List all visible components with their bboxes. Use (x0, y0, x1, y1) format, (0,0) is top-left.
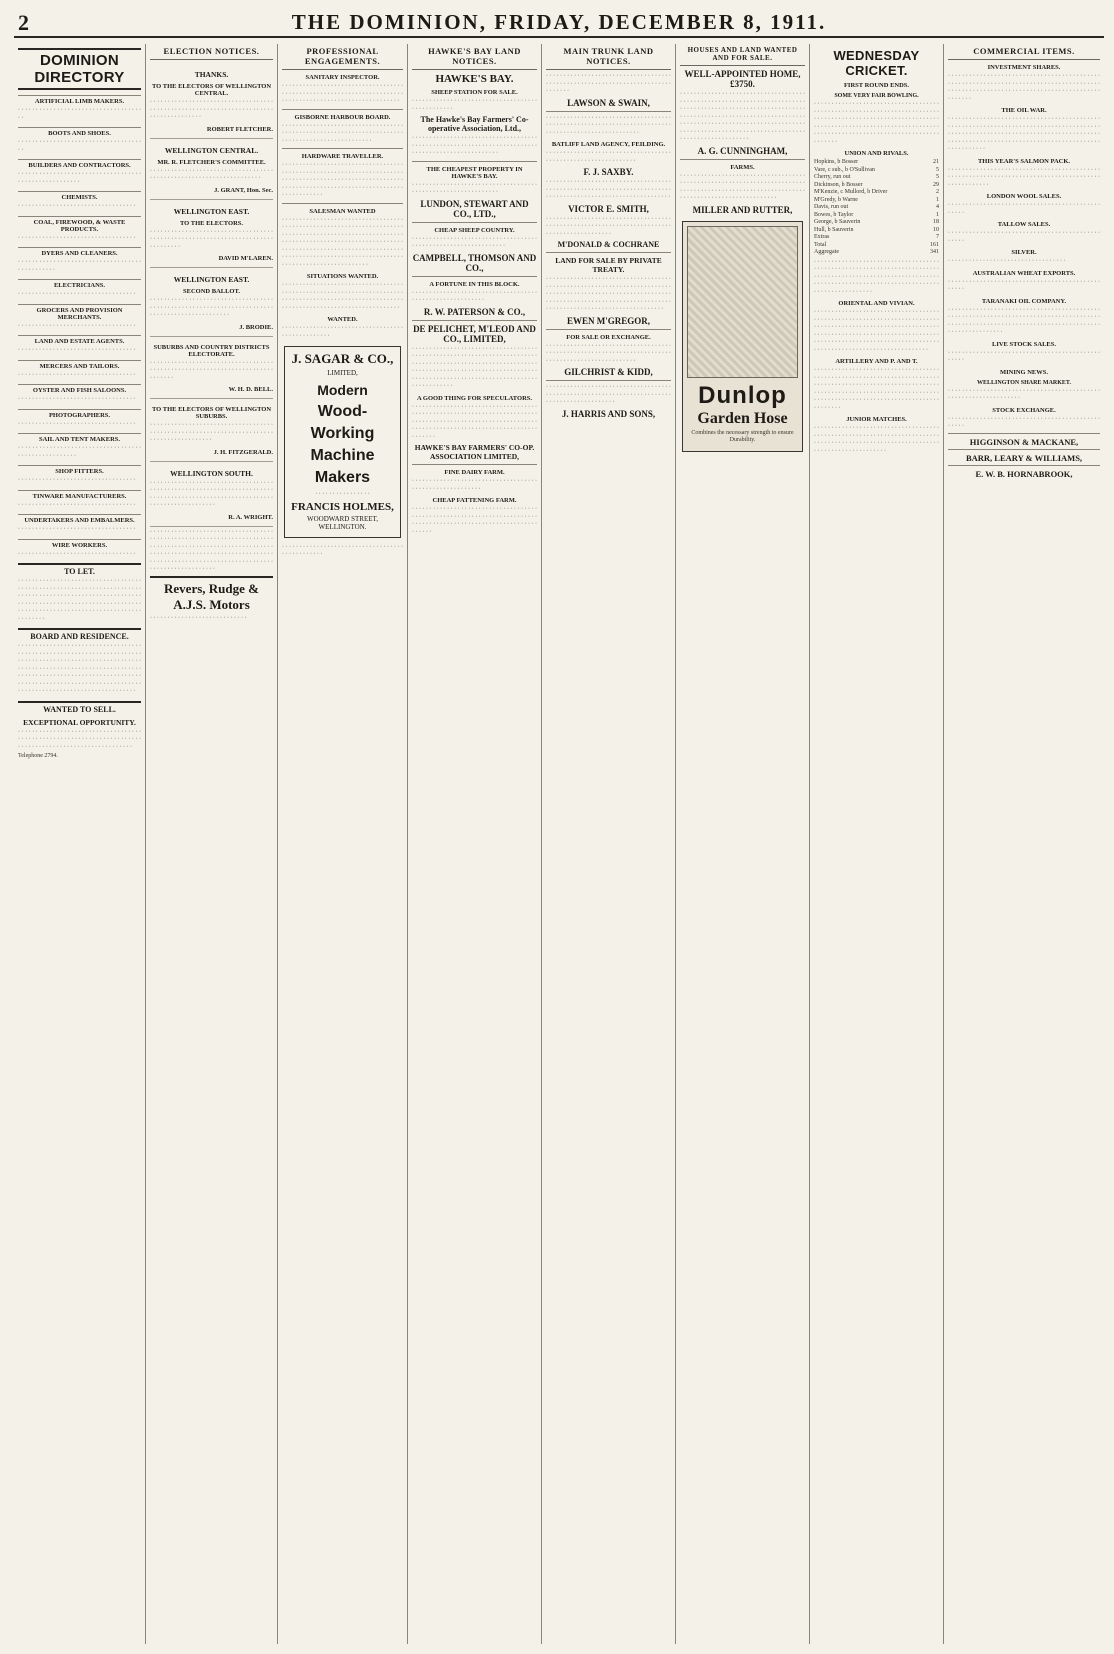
masthead (14, 6, 1104, 38)
scorecard-row (814, 204, 939, 212)
column-houses (676, 44, 810, 1644)
scorecard-row (814, 234, 939, 242)
advert-product: Garden Hose (697, 409, 788, 427)
batsman-runs: 2 (936, 189, 939, 195)
column-commercial (944, 44, 1104, 1644)
directory-section: BUILDERS AND CONTRACTORS. (18, 159, 141, 169)
body-text: · · · · · · · · · · · · · · · · · · · · · · · · · · · · · · · · · · · · · · · · · · · · · · · · · · · · (18, 445, 141, 459)
scorecard-row (814, 159, 939, 167)
subhead: SHEEP STATION FOR SALE. (431, 89, 518, 96)
body-text: · · · · · · · · · · · · · · · · · · · · · · · · · · · · · · · · · · · · · · · · · · · · · · · · · · · · · · · · · · · · · · · · · · · · · · · · · · · · · · · · · · · · · · · · · · · · · · · · · · · · · · · · · · · · · · · · · · · · · · · · · · · · · · · · · (814, 425, 939, 454)
advert-title: CAMPBELL, THOMSON AND CO., (412, 252, 537, 273)
batsman-runs: 341 (930, 249, 939, 255)
column-hawkes-bay (408, 44, 542, 1644)
body-text: · · · · · · · · · · · · · · · · · · · · · · · · · · · · · · · · · · · · · · · · · · · · · · · · · · · · · · · · · · · · · · · · · · · · · · · · · · · · · · · · · · · · · · · · · · · · · · · · · · · · · · · · · · · · · · · · · · · · · · · · · · · · · · · · · · · · · · · · · · · (282, 282, 403, 311)
section-heading: HAWKE'S BAY LAND NOTICES. (412, 44, 537, 70)
subhead: FIRST ROUND ENDS. (843, 82, 910, 89)
subhead: SILVER. (1011, 249, 1037, 256)
subhead: LONDON WOOL SALES. (986, 193, 1062, 200)
notice-signature: W. H. D. BELL. (228, 386, 273, 393)
body-text: · · · · · · · · · · · · · · · · · · · · · · · · · · · · · · · · · · · · · · · · · · · · · · · · · · · · · · · · · · · · · · · · · · · · · · · · · · · · · · · · · · · · · · · · · · · · · · · · · · · (546, 114, 671, 136)
batsman-runs: 29 (933, 181, 939, 188)
subhead: CHEAP FATTENING FARM. (432, 497, 517, 504)
innings-scorecard (814, 159, 939, 257)
garden-illustration (687, 226, 798, 378)
body-text: · · · · · · · · · · · · · · · · · · · · · · · · · · · · · · · · · · · · · (18, 139, 141, 153)
newspaper-title: THE DOMINION, FRIDAY, DECEMBER 8, 1911. (291, 10, 827, 34)
body-text: · · · · · · · · · · · · · · · · · · · · · · · · · · · · · · · · · · · · · · · · · · · · · · · · · · · · · · · · · · · · · · · · · · · · · · · · · · · · · · · · · · · · · · · · · · · · · · · · · · (546, 342, 671, 364)
section-heading: MAIN TRUNK LAND NOTICES. (546, 44, 671, 70)
advert-title: GILCHRIST & KIDD, (564, 367, 653, 377)
column-cricket (810, 44, 944, 1644)
motors-ad: Revers, Rudge & A.J.S. Motors (150, 576, 273, 613)
subhead: WELLINGTON SHARE MARKET. (977, 379, 1071, 386)
advert-brand: Dunlop (698, 381, 787, 409)
batsman-runs: 7 (936, 234, 939, 240)
advert-line: Modern (317, 382, 368, 398)
notice-title: WELLINGTON SOUTH. (170, 468, 253, 478)
match-heading: JUNIOR MATCHES. (846, 416, 907, 423)
directory-section: PHOTOGRAPHERS. (18, 409, 141, 419)
body-text: · · · · · · · · · · · · · · · · · · · · · · · · · · · · · · · · · · · · · · · · · · · · · · · · · · · · · · · · · · · · · · · · · · · · · · · · · · · · · · · · · · · · · · · · · · · · · · · · · · · · · · · · · · · · · · · · · · · · · · · · · · · · · · · · · · · · · · · · (948, 73, 1100, 102)
body-text: · · · · · · · · · · · · · · · · · · · · · · · · · · · · · · · · · · · · · · · · · · · · · · · · (948, 278, 1100, 292)
advert-title: HIGGINSON & MACKANE, (948, 433, 1100, 447)
scorecard-row (814, 212, 939, 220)
batsman-name: M'Gredy, b Warne (814, 196, 858, 203)
match-heading: UNION AND RIVALS. (844, 150, 909, 157)
subhead: HARDWARE TRAVELLER. (301, 153, 384, 160)
directory-section: COAL, FIREWOOD, & WASTE PRODUCTS. (18, 216, 141, 233)
subhead: A GOOD THING FOR SPECULATORS. (416, 394, 533, 402)
body-text: · · · · · · · · · · · · · · · · · · · · · · · · · · · · · · · · · · · · · · · · · · · · · · · · · · · · · · · · · · · · · · · · · · · · · · · · · · · · · · · (150, 228, 273, 250)
subhead: BATLIFF LAND AGENCY, FEILDING. (551, 141, 666, 148)
body-text: · · · · · · · · · · · · · · · · · · · · · · · · · · · · · · · · · · · · · · · · · · · · · · · · · · · · · · · · · · · · · · · · · · · · · · · · · · · · · · · · · · · · · · · · · · · · · · · · · · · · · · · · · · · · · · · · · · · · · · · · · · · · · · · · · · · · · · · · · · · · · · · · · · · · · · · · · · · · · · · · · · · · · · · · · · · · · · · · · · · · · · · · · · · · · · · · · · · · · · · · · · · · · · · · · · · · · · · · · · · · · · · · · · · · · · · · · · · · · · · · · · · · (18, 643, 141, 694)
directory-section: UNDERTAKERS AND EMBALMERS. (18, 514, 141, 524)
subhead: LIVE STOCK SALES. (991, 340, 1056, 348)
body-text: · · · · · · · · · · · · · · · · · · · · · · · · · · · · · · · · · · · · · · · · · · · · · · · · · · · · · · · · · · · · · · · · · · · · · · · · · · · · · · · · · · · · · · · · · · · · · · · · · · · · · · · · · · · · · · · · · · · · · · · · · · · · · · · · · · · · · · · · · · · · · · · · · · · · · · · · · · · · · · · · · · · · · · · · · · · · · · · · · · · · · · · · · · · · · · · · · · (150, 528, 273, 572)
body-text: · · · · · · · · · · · · · · · · · · · · · · · · · · · · · · · · · · · · · · · · · · · · · · · · · · · · · · · · · · · · · · · · · · · (150, 167, 273, 181)
body-text: · · · · · · · · · · · · · · · · · · · · · · · · · · · · · · · · · · · · · · · · · · · · · · · · · · · · · · · · · · · · · · · (412, 235, 537, 249)
subhead: SOME VERY FAIR BOWLING. (834, 93, 919, 99)
body-text: · · · · · · · · · · · · · · · · · · · · · · · · · · · · · · · · · · · · · · · · · · · · · · · · · · · · · · · · · · · · · · · · · · · · · · · · · · · · · · · · · · · · · · · · · · · · · · · · · · · · · · · · · · · · · · · · · · · · · · · · · · · · (150, 479, 273, 508)
body-text: · · · · · · · · · · · · · · · · · · · · · · · · · · · · · · · · · · · · · · · · · · · · · · · · · · · · · · · · · · · · · · · · · · · · · · · · · · · · · · · · · · · · · · · · · · · · · · · · · · · · · · · · · · · · · · · · · · · · · · · · · · · · · · · · · · · · · · · · · · · · · · · · · (948, 306, 1100, 335)
directory-section: GROCERS AND PROVISION MERCHANTS. (18, 304, 141, 321)
batsman-name: Bowes, b Taylor (814, 211, 854, 218)
advert-title: J. HARRIS AND SONS, (561, 408, 656, 419)
body-text: · · · · · · · · · · · · · · · · · · · · · · · · · · · · · · · · · · · · · · · · · · · · · · · · · (282, 325, 403, 339)
advert-title: HAWKE'S BAY. (435, 73, 514, 85)
body-text: · · · · · · · · · · · · · · · · · · · · · · · · · · · · · · · · · · · · · · · · · · · · · · · · · · · · · (18, 171, 141, 185)
body-text: · · · · · · · · · · · · · · · · · · · · · · · · · · · · · · · · · · · · · · · · · · · · · · · · · · · · · · · · · · · · · · · · · · · · · · · · · · · · · · · · · · · · · · · · · · · · · · · · · · · · · · · · · · · · · · · · · · · · · · · · · · · · · · · · · · · · · · · · (680, 172, 805, 201)
notice-to: TO THE ELECTORS. (179, 219, 244, 227)
body-text: · · · · · · · · · · · · · · · · · · · · · · · · · · · · · · · · · · · · · · · · · · · · · · · · · · · · · · · · · · · · · · · · · · · · · · · · · · · · · · · · · · · · · · · · · · · · · · · · · · · · · · · · · · · · · · · · · · · · · · · · · · · · · · · · · · · · · · · · · · · · · · · · · · · · · · · · · · · · · · · · · · · · · · · · · · · · · · · · · · · · · · · · · · · · (814, 367, 939, 411)
scorecard-row (814, 242, 939, 250)
notice-title: WELLINGTON CENTRAL. (164, 145, 259, 155)
body-text: · · · · · · · · · · · · · · · · · · · · · · · · · · · · · · · · · · (18, 420, 136, 427)
scorecard-row (814, 249, 939, 257)
body-text: · · · · · · · · · · · · · · · · · · · · · · · · · · · · · · · · · · · · · · · · · · · · · · · · · · · · · · · · · · · · · · · · · · · · · · · · · · · · · · · · · · · · · · · · · · · · · · · · · · · · · · · · · · · · · · · · · · · · · · · · · · · · · · · · · · · · · · · · · · · · · · · · · · · · · · · · · · · · · · · · · · · · · · · · · · · · · · · · · · · · · · · · · · · · · · · · · · · · · · · · · · · · · · · · · · · · · (814, 309, 939, 353)
batsman-runs: 10 (933, 226, 939, 233)
notice (150, 200, 273, 269)
body-text: · · · · · · · · · · · · · · · · · · · · · · · · · · · · · · · · · · (18, 322, 136, 329)
body-text: · · · · · · · · · · · · · · · · · · · · · · · · · · · · · · · · · · · · · · · · · · · · · · · · · · · · · · · · · · · · · · · · · · · · · · · · · · · · · · · · · · · · · · · · · · · · · · · · · · · · · · · (18, 728, 141, 750)
directory-section: ARTIFICIAL LIMB MAKERS. (18, 95, 141, 105)
directory-section: TO LET. (18, 563, 141, 576)
directory-section: BOARD AND RESIDENCE. (18, 628, 141, 641)
notice-signature: J. GRANT, Hon. Sec. (214, 186, 273, 194)
advert-title: F. J. SAXBY. (583, 167, 634, 177)
notice-signature: ROBERT FLETCHER. (206, 125, 273, 133)
scorecard-row (814, 167, 939, 175)
subhead: STOCK EXCHANGE. (992, 406, 1056, 414)
batsman-name: Vare, c sub., b O'Sullivan (814, 166, 875, 173)
notice (150, 268, 273, 337)
subhead: AUSTRALIAN WHEAT EXPORTS. (972, 269, 1076, 277)
body-text: · · · · · · · · · · · · · · · · · · · · · · · · · · · · · · · · · · · · · (18, 107, 141, 121)
advertiser-name: J. SAGAR & CO., (291, 351, 394, 366)
batsman-runs: 1 (936, 196, 939, 203)
body-text: · · · · · · · · · · · · · · · · · · · · · · · · · · · · · · · · · · · · · · · · · · · · · · (18, 259, 141, 273)
body-text: · · · · · · · · · · · · · · · · · · · · · · · · · · · · · · · · · · · · · · · · · · · · · · · · · · · · · · · · · · · · · · · · · · · · · · · · · · · · · · · · · · · · · (150, 99, 273, 120)
body-text: · · · · · · · · · · · · · · · · · · · · · · · · · · · · · · · · · · · · · · · · · · · · · · · (282, 543, 403, 557)
column-main-trunk (542, 44, 676, 1644)
scorecard-row (814, 189, 939, 197)
batsman-runs: 4 (936, 204, 939, 210)
subhead: INVESTMENT SHARES. (987, 64, 1061, 71)
batsman-name: M'Kenzie, c Mullord, b Driver (814, 189, 888, 195)
scorecard-row (814, 219, 939, 227)
advert-title: BARR, LEARY & WILLIAMS, (948, 449, 1100, 463)
body-text: · · · · · · · · · · · · · · · · · · · · · · · · · · · · · · · · · · (948, 258, 1066, 264)
body-text: · · · · · · · · · · · · · · · · · · · · · · · · · · · · · · · · · · (18, 234, 136, 241)
notice-to: SECOND BALLOT. (183, 288, 240, 295)
column-election-notices (146, 44, 278, 1644)
notice (150, 63, 273, 139)
advert-title: EWEN M'GREGOR, (566, 315, 650, 326)
subhead: TALLOW SALES. (997, 221, 1051, 228)
subhead: TARANAKI OIL COMPANY. (981, 297, 1067, 305)
body-text: · · · · · · · · · · · · · · · · · · · · · · · · · · · · · · · · · · · · · · · · · · · · · · · · · · · · · · · · · · · · · · · · · · · · · · · · · · · · · · · · · · · · · · · · · · · · · · · · · · · · · · · · · · · · · · · · · · · · · · · · · · · · · · · · · · · · · · · · · · · · · · · · · · · · · · · · · · · · · · · · · · · · · · · · · · · · · · · · · · (546, 276, 671, 312)
directory-section: WANTED TO SELL. (18, 701, 141, 714)
body-text: · · · · · · · · · · · · · · · · · · · · · · · · · · · · · · · · · · · · · · · · · · · · · · · · (948, 202, 1100, 216)
directory-section: TINWARE MANUFACTURERS. (18, 490, 141, 500)
body-text: · · · · · · · · · · · · · · · · · · · · · · · · · · · · · · · · · · · · · · · · · · · · · · · · · · · · · · · · · · · · · · · · (948, 387, 1100, 401)
batsman-runs: 5 (936, 166, 939, 173)
body-text: · · · · · · · · · · · · · · · · · · · · · · · · · · · · · · · · · · · · · · · · · · · · · · · · · · · · · · · · · · · · · · · · · · · · · · · · · · · · · · · · · · · · · · · · · · · · · · · · · · · · · · · · · · · · (546, 179, 671, 200)
advert-title: WELL-APPOINTED HOME, £3750. (684, 69, 801, 89)
subhead: CHEAP SHEEP COUNTRY. (434, 226, 515, 234)
directory-section: MERCERS AND TAILORS. (18, 360, 141, 370)
body-text: · · · · · · · · · · · · · · · · · · · · · · · · · · · · · · · · · · · · · · · · · · · · · · · · · · · · · · · · · · · · · · · · · · · · · · · · · · · · · · · · · · · · · · · · · · · · · · · · · · · · · · · · · · · · · · · · · · · · · · · · · · · · · · · · · · · · · · · · · · · · · · · · · · · · · · · · · · · · · · · · · · · · · · · · · · · · · · · · · · · · · · · · · · · (814, 101, 939, 145)
batsman-name: Aggregate (814, 249, 839, 255)
match-heading: ARTILLERY AND P. AND T. (835, 358, 918, 365)
body-text: · · · · · · · · · · · · · · · · · · · · · · · · · · · · · · · · · · · · · · · · · · · · · · · · · · · · · · · · · · · · · · · · · · · · · · · · · · · · · · · · · · · · · · · · (150, 422, 273, 443)
body-text: · · · · · · · · · · · · · · · · · · · · · · · · · · · · · · · · · · · · · · · · · · · · · · · · (412, 98, 537, 112)
batsman-name: Extras (814, 234, 830, 240)
notice-title: WELLINGTON EAST. (173, 275, 250, 284)
body-text: · · · · · · · · · · · · · · · · · · · · · · · · · · · · · · · · · · (18, 501, 136, 508)
directory-section: WIRE WORKERS. (18, 539, 141, 549)
directory-section: DYERS AND CLEANERS. (18, 247, 141, 257)
body-text: · · · · · · · · · · · · · · · · · · · · · · · · · · · · · · · · · · (18, 347, 136, 353)
batsman-runs: 21 (933, 159, 939, 165)
page-number: 2 (18, 10, 29, 35)
column-professional (278, 44, 408, 1644)
body-text: · · · · · · · · · · · · · · · · · · · · · · · · · · · · · · · · · · · · · · · · · · · · · · · · · · · · · · · · · · · · · · · · · · · · · · · · · · · · · · · · · · · · · · · · · · · · · · · · · · · · · · · · · · · · · · · · · · · · · · · · · · · · · · · · · · · · · · · · · · · · · · · · · · · · · · · · · · · · · · · · · · · · · · · · · · · · · · · · · · · · · · · · · · · · · · · · · · · · · · · · · · · · · · · · · · · · · · · · · · · · · · · · · · · · · · · · · · · (282, 216, 403, 268)
subhead: FINE DAIRY FARM. (444, 469, 505, 476)
body-text: · · · · · · · · · · · · · · · · · · · · · · · · · · · · (150, 614, 247, 621)
advert-title: VICTOR E. SMITH, (568, 203, 649, 214)
directory-section: LAND AND ESTATE AGENTS. (18, 335, 141, 345)
body-text: · · · · · · · · · · · · · · · · · · · · · · · · · · · · · · · · · · · · · · · · · · · · · · · · (948, 230, 1100, 244)
advert-title: HAWKE'S BAY FARMERS' CO-OP. ASSOCIATION LIMITED, (414, 443, 535, 461)
notice (150, 462, 273, 527)
notice-title: SUBURBS AND COUNTRY DISTRICTS ELECTORATE. (153, 343, 270, 358)
advert-title: LAWSON & SWAIN, (567, 97, 650, 108)
scorecard-row (814, 174, 939, 182)
advert-line: Wood-Working (310, 403, 375, 442)
sagar-advert (284, 346, 401, 538)
cricket-heading: WEDNESDAY CRICKET. (833, 48, 920, 78)
notice-to: MR. R. FLETCHER'S COMMITTEE. (157, 158, 266, 166)
subhead: SITUATIONS WANTED. (306, 273, 379, 280)
body-text: · · · · · · · · · · · · · · · · · · · · · · · · · · · · · · · · · · (18, 203, 136, 209)
body-text: · · · · · · · · · · · · · · · · · · · · · · · · · · · · · · · · · · · · · · · · · · · · · · · · · · · · · · · · · · · · · · · · · · · · · · · · · · · · · (150, 359, 273, 381)
body-text: · · · · · · · · · · · · · · · · · · · · · · · · · · · · · · · · · · · · · · · · · · · · · · · · · · · · · · · · · · · · · · · · · · · · · · · · · · · · · · · (546, 73, 671, 94)
column-directory (14, 44, 146, 1644)
body-text: · · · · · · · · · · · · · · · · · · · · · · · · · · · · · · · · · · (18, 526, 136, 532)
subhead: MINING NEWS. (999, 368, 1049, 376)
notice-signature: DAVID M'LAREN. (218, 255, 273, 262)
body-text: · · · · · · · · · · · · · · · · · · · · · · · · · · · · · · · · · · · · · · · · · · · · · · · · · · · · · · · · · · · · · · · · · · · · · · · · · · · · · · · · · · · · · · · · · · · · · (150, 297, 273, 318)
body-text: · · · · · · · · · · · · · · · · · · · · · · · · · · · · · · · · · · · · · · · · · · · · · · · · · · · · · · · · · · · · · · · · · · · · · · · · · · · · · · · · · · · · · · · · · · · · · · · · · (412, 135, 537, 156)
directory-heading: DOMINION DIRECTORY (18, 48, 141, 90)
scorecard-row (814, 197, 939, 205)
body-text: · · · · · · · · · · · · · · · · · · · · · · · · · · · · · · · · · · · · · · · · · · · · · · · · · · · · · · · · · · · · · · · · · · · · · · · · · · · · · · · · · · · · · · · · · · · · · · · · · · · · · · · · · · · · · · · · · · (412, 506, 537, 535)
body-text: · · · · · · · · · · · · · · · · · · · · · · · · · · · · · · · · · · · · · · · · · · · · · · · · · · · · · · · · · (412, 289, 537, 303)
match-heading: ORIENTAL AND VIVIAN. (838, 300, 915, 307)
body-text: · · · · · · · · · · · · · · · · · · · · · · · · · · · · · · · · · · · · · · · · · · · · · · · · · · · · · · · · · · · · · · · · · · · · · · · · · · · · · · · · · · · · · · · · · · · · · · · · · · (948, 166, 1100, 188)
batsman-runs: 5 (936, 174, 939, 180)
body-text: · · · · · · · · · · · · · · · · · · · · · · · · · · · · · · · · · · · · · · · · · · · · · · · · · · · · · · · · · · · · · · · · · · · · · · · · · · · · · · · · · · · · · · · · · · · · · · · · (282, 122, 403, 144)
subhead: SANITARY INSPECTOR. (305, 74, 380, 81)
notice-signature: R. A. WRIGHT. (228, 513, 273, 521)
body-text: · · · · · · · · · · · · · · · · · · · · · · · · · · · · · · · · · · (18, 396, 136, 402)
advert-title: M'DONALD & COCHRANE (557, 240, 660, 249)
directory-section: SHOP FITTERS. (18, 465, 141, 475)
body-text: · · · · · · · · · · · · · · · · · · · · · · · · · · · · · · · · · · (18, 550, 136, 557)
body-text: · · · · · · · · · · · · · · · · · · · · · · · · · · · · · · · · · · · · · · · · · · · · · · · · · · · · · · · · · · · · · · · · · · · · · · · · · · · · · · · · · · · · · · · · · · · · · · · · · · · · · · · · · · · · · · · · · · · · · · · · · · · · · · · · · · · · · · · · · · · · · · · · · · · · · · · (412, 403, 537, 440)
subhead: A FORTUNE IN THIS BLOCK. (429, 280, 520, 288)
body-text: · · · · · · · · · · · · · · · · · · · · · · · · · · · · · · · · · · · · · · · · · · · · · · · · · · · · · · · · (412, 478, 537, 492)
body-text: · · · · · · · · · · · · · · · · · · · · · · · · · · · · · · · · · · · · · · · · · · · · · · · · · · · · · · · · · · · · · · · · · · · · · · · · · · · · · · · · · · · · · · · · · · · · · · · · · · · · · · · · · · · · · · · · · · · · · · · · · · · · · · · · · · · · · · · · · · · · · · · · · · · · · · · · · · · · · · · · · · · · · · · · · · · · · · · · · · · · · · · (948, 116, 1100, 152)
advert-title: E. W. B. HORNABROOK, (948, 465, 1100, 479)
body-text: · · · · · · · · · · · · · · · · · · · · · · · · · · · · · · · · · · · · · · · · · · · · · · · · · · · · · · · · · · · · · · · · · · · · · · · · · · · · · · · · · · · · · · · · · · · (546, 215, 671, 237)
advert-title: LUNDON, STEWART AND CO., LTD., (420, 198, 529, 219)
advert-title: MILLER AND RUTTER, (692, 204, 793, 215)
subhead: WANTED. (327, 316, 358, 323)
scorecard-row (814, 227, 939, 235)
advert-line: Machine Makers (310, 447, 375, 486)
notice-title: THANKS. (194, 70, 229, 79)
subhead: FARMS. (730, 163, 755, 171)
subhead: EXCEPTIONAL OPPORTUNITY. (23, 717, 136, 727)
scorecard-row (814, 182, 939, 190)
batsman-runs: 161 (930, 241, 939, 248)
notice (150, 399, 273, 462)
subhead: THIS YEAR'S SALMON PACK. (977, 157, 1071, 165)
body-text: · · · · · · · · · · · · · · · · · · · · · · · · · · · · · · · · · · · · · · · · · · · · · · · · · · · · · · · · · · · · · · (546, 150, 671, 164)
batsman-name: Hopkins, b Bosser (814, 159, 859, 165)
body-text: · · · · · · · · · · · · · · · · · · · · · · · · · · · · · · · · · · · · · · · · · · · · · · · · · · · · · · · · · · · · · · · · · · · · · · · · · · · · · · · · · · · · · · · · · · · · (546, 384, 671, 405)
directory-section: BOOTS AND SHOES. (18, 127, 141, 137)
body-text: · · · · · · · · · · · · · · · · · · · · · · · · · · · · · · · · · · (18, 291, 136, 297)
subhead: FOR SALE OR EXCHANGE. (566, 333, 651, 341)
section-heading: COMMERCIAL ITEMS. (948, 44, 1100, 60)
directory-section: OYSTER AND FISH SALOONS. (18, 384, 141, 394)
notice (150, 337, 273, 400)
directory-section: SAIL AND TENT MAKERS. (18, 433, 141, 443)
body-text: · · · · · · · · · · · · · · · · · · · · · · · · · · · · · · · · · · · · · · · · · · · · · · · · · · · · · · · · · · · · · · · · · · · · · · · · · · · · · · · · · · · · · · · · · · · · · · · · · · · · · · · · · · · · · · · · · · · · · · · · · · · · · · · · · · · · · · · · · · · · · · · · · · · · · · · · · · · · · · · · · · · · · · · · · · · · · · · · · · · · · · · · · · · · · · · · · · · · · · · · · · · · · · · · · · · · · · · · · · · · · · · · · · · · · · · · · · · · (680, 91, 805, 142)
body-text: · · · · · · · · · · · · · · · · · · · · · · · · · · · · · · · · · · · · · · · · · · · · · · · · · · · · · · · · · · · · · · · · · · · · · · · · · · · · · · · · · · · · · · · · · · · · · · · · · · · · · · · · · · · · · · · · · · · · · · · · · · · · · · · · · · · · · · · · · · · · · · · · · · · · · · · · · · · · · · · · · · · · · · · · · · · · · · · · · · · · · · · (18, 578, 141, 622)
batsman-runs: 18 (933, 219, 939, 225)
body-text: · · · · · · · · · · · · · · · · · · · · · · · · · · · · · · · · · · (18, 371, 136, 378)
batsman-name: Cherry, run out (814, 174, 851, 180)
batsman-name: Dickinson, b Bosser (814, 181, 863, 188)
notice-to: TO THE ELECTORS OF WELLINGTON CENTRAL. (151, 83, 272, 97)
body-text: · · · · · · · · · · · · · · · · · · · · · · · · · · · · · · · · · · · · · · · · · · · · · · · · · · · · · · · · · · · · · (412, 181, 537, 195)
subhead: GISBORNE HARBOUR BOARD. (294, 113, 391, 121)
directory-section: ELECTRICIANS. (18, 279, 141, 289)
advert-note: Combines the necessary strength to ensure Durability. (691, 429, 794, 443)
advert-title: The Hawke's Bay Farmers' Co-operative Association, Ltd., (420, 115, 529, 133)
batsman-name: Hull, b Sauverin (814, 226, 854, 233)
subhead: SALESMAN WANTED (309, 207, 376, 215)
advert-title: R. W. PATERSON & CO., (423, 306, 526, 317)
body-text: · · · · · · · · · · · · · · · · (315, 491, 370, 497)
section-heading: ELECTION NOTICES. (150, 44, 273, 60)
body-text: · · · · · · · · · · · · · · · · · · · · · · · · · · · · · · · · · · · · · · · · · · · · · · · · (948, 349, 1100, 363)
advert-title: A. G. CUNNINGHAM, (697, 145, 788, 156)
footer-line: Telephone 2794. (18, 753, 58, 759)
dunlop-advert (682, 221, 803, 452)
subhead: THE OIL WAR. (1001, 107, 1047, 114)
directory-section: CHEMISTS. (18, 191, 141, 201)
section-heading: HOUSES AND LAND WANTED AND FOR SALE. (680, 44, 805, 66)
body-text: · · · · · · · · · · · · · · · · · · · · · · · · · · · · · · · · · · · · · · · · · · · · · · · · · · · · · · · · · · · · · · · · · · · · · · · · · · · · · · · · · · · · · · · · · · · · · · · · · · · · · · · · · · · · · · · · · · · · · · · · · · · · · · · · · · · · · · · · · · · · · · · · · · · · · · · · · · · · · · · · · (814, 258, 939, 295)
batsman-name: Total (814, 241, 827, 248)
advert-title: LAND FOR SALE BY PRIVATE TREATY. (555, 256, 662, 274)
advertiser-tag: LIMITED, (327, 369, 358, 377)
batsman-name: George, b Sauverin (814, 219, 861, 225)
advert-title: DE PELICHET, M'LEOD AND CO., LIMITED, (413, 323, 536, 344)
body-text: · · · · · · · · · · · · · · · · · · · · · · · · · · · · · · · · · · · · · · · · · · · · · · · · · · · · · · · · · · · · · · · · · · · · · · · · · · · · · · · · · · · · · · · · · · · · · · · · · · · · · · · · · · · · · · · · · · · · · · · · · · · · · · · · · · · · · · · · · · · · · · · · · · · · · · · · · · · · · · · · · · · · · · · · · · · · · · · · · · · · · · · · · · · · · · · · (412, 345, 537, 389)
batsman-runs: 1 (936, 211, 939, 218)
body-text: · · · · · · · · · · · · · · · · · · · · · · · · · · · · · · · · · · · · · · · · · · · · · · · · (948, 415, 1100, 429)
notice-title: TO THE ELECTORS OF WELLINGTON SUBURBS. (151, 406, 272, 420)
subhead: THE CHEAPEST PROPERTY IN HAWKE'S BAY. (426, 165, 523, 180)
notice-title: WELLINGTON EAST. (173, 206, 250, 216)
notice-signature: J. H. FITZGERALD. (213, 448, 273, 456)
section-heading: PROFESSIONAL ENGAGEMENTS. (282, 44, 403, 70)
advert-agent: FRANCIS HOLMES, (291, 500, 394, 513)
batsman-name: Davis, run out (814, 204, 849, 210)
notice-signature: J. BRODIE. (239, 323, 273, 331)
body-text: · · · · · · · · · · · · · · · · · · · · · · · · · · · · · · · · · · (18, 477, 136, 483)
body-text: · · · · · · · · · · · · · · · · · · · · · · · · · · · · · · · · · · · · · · · · · · · · · · · · · · · · · · · · · · · · · · · · · · · · · · · · · · · · · · · · · · · · · · · · · · · · · · · · · · · · · · · · · · · · · · · · · · · · · · · · · · · · · · · · · · · · · · · · · · · · · · · · · · · · · · · · (282, 162, 403, 198)
advert-address: WOODWARD STREET, WELLINGTON. (306, 514, 379, 531)
notice (150, 139, 273, 200)
body-text: · · · · · · · · · · · · · · · · · · · · · · · · · · · · · · · · · · · · · · · · · · · · · · · · · · · · · · · · · · · · · · · · · · · · · · · · · · · · · · · · · · · · · · · · · · · · · · · · · · · · · · · · (282, 83, 403, 104)
